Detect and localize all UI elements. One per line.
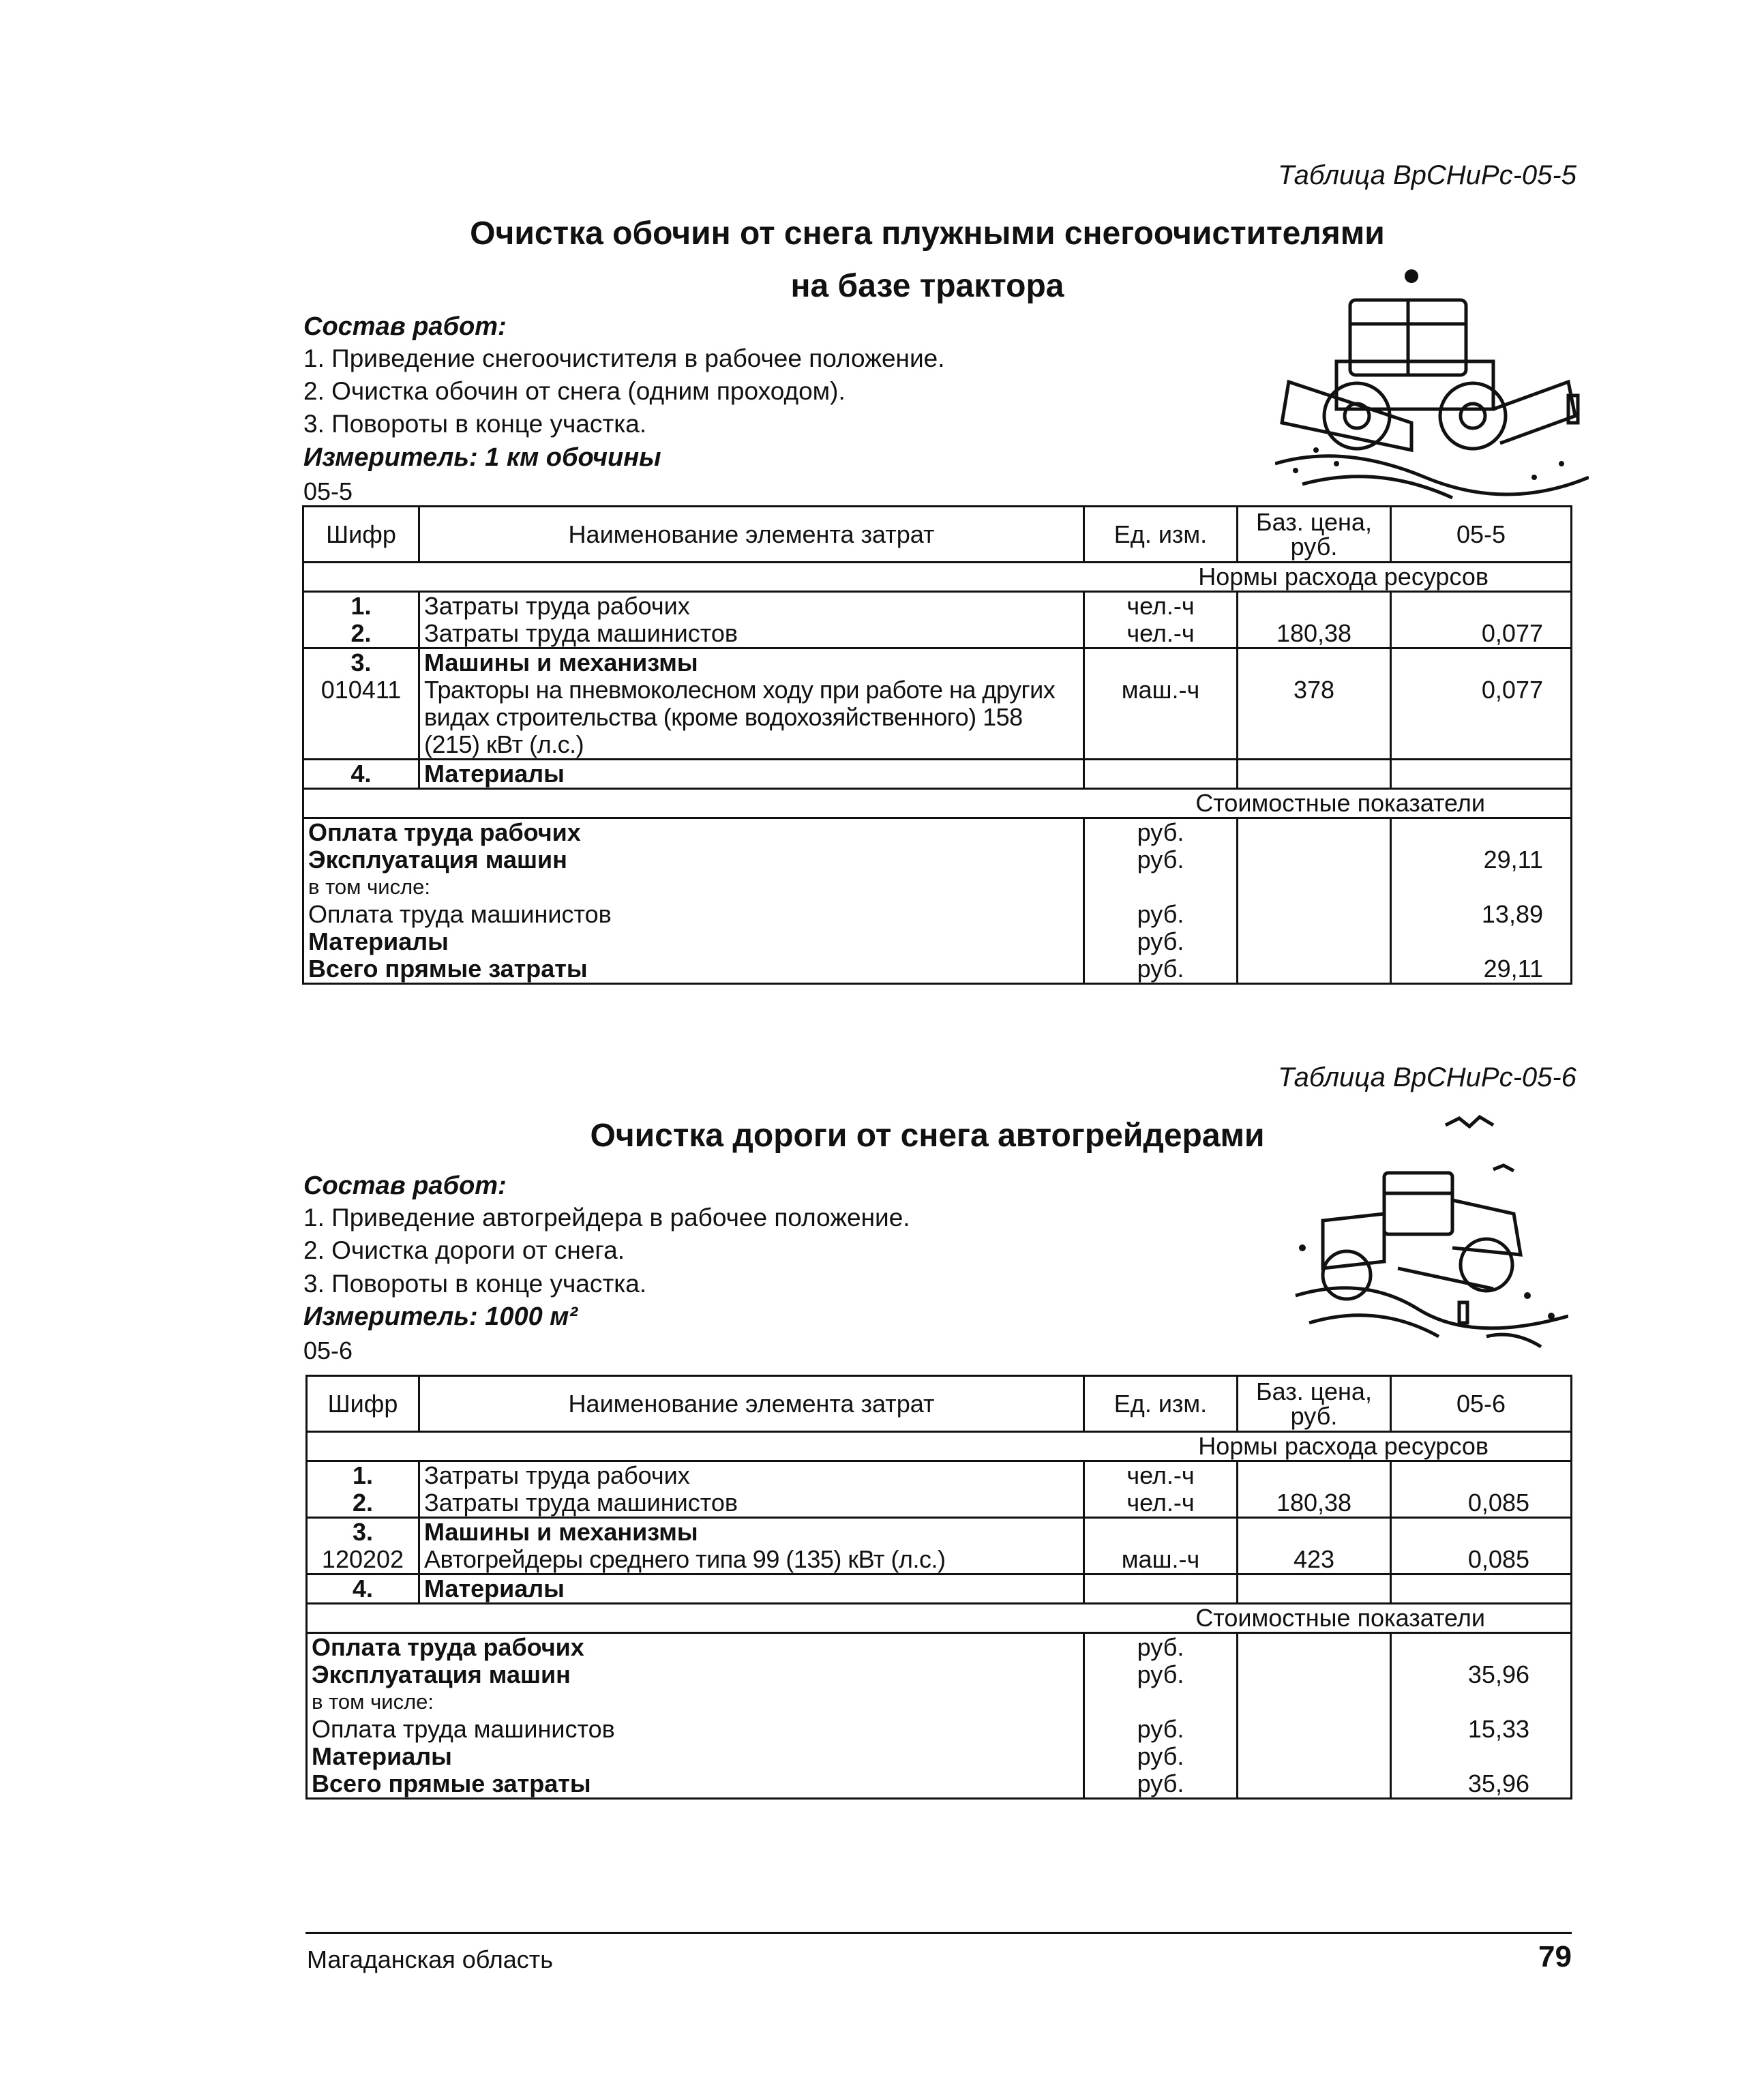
row-value: [1391, 1461, 1572, 1490]
row-cipher: 2.: [303, 620, 419, 648]
row-unit: [1084, 648, 1238, 677]
work-step: 2. Очистка обочин от снега (одним проходом).: [303, 377, 846, 405]
table-header-row: [307, 1376, 1572, 1432]
row-cipher: 1.: [303, 592, 419, 621]
header-name: Наименование элемента затрат: [419, 507, 1084, 563]
cost-unit: [1084, 1688, 1238, 1716]
cost-unit: руб.: [1084, 818, 1238, 847]
work-step: 3. Повороты в конце участка.: [303, 410, 647, 438]
cost-unit: руб.: [1084, 1633, 1238, 1662]
row-name: Материалы: [419, 760, 1084, 789]
cost-unit: руб.: [1084, 955, 1238, 984]
row-name: Затраты труда рабочих: [419, 1461, 1084, 1490]
row-value: [1391, 1518, 1572, 1547]
title-line: Очистка обочин от снега плужными снегоочистителями: [470, 215, 1385, 252]
row-name: Машины и механизмы: [419, 1518, 1084, 1547]
row-name: Тракторы на пневмоколесном ходу при работе на других видах строительства (кроме водохозяйственного) 158 (215) кВт (л.с.): [419, 676, 1084, 760]
cost-row: [303, 846, 1572, 874]
row-unit: [1084, 1518, 1238, 1547]
row-unit: [1084, 760, 1238, 789]
header-cipher: Шифр: [307, 1376, 419, 1432]
cost-row: [307, 1716, 1572, 1743]
row-value: [1391, 592, 1572, 621]
table-code: 05-6: [303, 1337, 353, 1364]
cost-row: [307, 1688, 1572, 1716]
motor-grader-illustration: [1282, 1111, 1568, 1357]
header-unit: Ед. изм.: [1084, 507, 1238, 563]
cost-name: в том числе:: [307, 1688, 1084, 1716]
row-cipher: 2.: [307, 1489, 419, 1518]
norms-heading: Нормы расхода ресурсов: [303, 563, 1572, 592]
row-unit: чел.-ч: [1084, 620, 1238, 648]
row-price: [1238, 760, 1391, 789]
table-row: [307, 1518, 1572, 1547]
cost-value: 29,11: [1391, 846, 1572, 874]
cost-row: [307, 1770, 1572, 1799]
cost-value: [1391, 928, 1572, 955]
row-price: [1238, 1574, 1391, 1604]
row-name: Материалы: [419, 1574, 1084, 1604]
header-unit: Ед. изм.: [1084, 1376, 1238, 1432]
cost-row: [307, 1661, 1572, 1688]
cost-value: 13,89: [1391, 901, 1572, 928]
cost-unit: руб.: [1084, 1743, 1238, 1770]
work-heading: Состав работ:: [303, 312, 507, 341]
row-cipher: 1.: [307, 1461, 419, 1490]
work-step: 1. Приведение снегоочистителя в рабочее положение.: [303, 344, 945, 372]
cost-unit: руб.: [1084, 1716, 1238, 1743]
table-code: 05-5: [303, 477, 353, 505]
cost-value: [1391, 874, 1572, 901]
header-cipher: Шифр: [303, 507, 419, 563]
work-step: 3. Повороты в конце участка.: [303, 1270, 647, 1298]
cost-row: [303, 874, 1572, 901]
row-price: 180,38: [1238, 1489, 1391, 1518]
cost-heading: Стоимостные показатели: [303, 789, 1572, 818]
header-name: Наименование элемента затрат: [419, 1376, 1084, 1432]
section-row: [303, 789, 1572, 818]
row-price: [1238, 1518, 1391, 1547]
row-cipher: 4.: [307, 1574, 419, 1604]
section-row: [303, 563, 1572, 592]
title-line: Очистка дороги от снега автогрейдерами: [590, 1118, 1265, 1154]
table-row: [303, 592, 1572, 621]
measure-unit: Измеритель: 1 км обочины: [303, 443, 661, 472]
cost-unit: руб.: [1084, 846, 1238, 874]
cost-value: [1391, 1688, 1572, 1716]
cost-unit: [1084, 874, 1238, 901]
row-value: 0,085: [1391, 1546, 1572, 1574]
cost-value: [1391, 1743, 1572, 1770]
row-price: 378: [1238, 676, 1391, 760]
table-header-row: [303, 507, 1572, 563]
cost-name: Эксплуатация машин: [307, 1661, 1084, 1688]
header-column-code: 05-6: [1391, 1376, 1572, 1432]
measure-unit: Измеритель: 1000 м²: [303, 1302, 578, 1331]
cost-name: Материалы: [307, 1743, 1084, 1770]
tractor-snowplow-illustration: [1275, 259, 1589, 505]
table-label: Таблица ВрСНиРс-05-6: [1278, 1062, 1576, 1092]
section-row: [307, 1432, 1572, 1461]
norms-table: [302, 505, 1572, 985]
row-name: Затраты труда рабочих: [419, 592, 1084, 621]
cost-row: [303, 928, 1572, 955]
row-name: Автогрейдеры среднего типа 99 (135) кВт (л.с.): [419, 1546, 1084, 1574]
cost-value: 35,96: [1391, 1770, 1572, 1799]
table-row: [307, 1461, 1572, 1490]
cost-unit: руб.: [1084, 1661, 1238, 1688]
cost-name: Эксплуатация машин: [303, 846, 1084, 874]
cost-name: Оплата труда рабочих: [303, 818, 1084, 847]
row-price: [1238, 592, 1391, 621]
cost-row: [303, 955, 1572, 984]
cost-heading: Стоимостные показатели: [307, 1604, 1572, 1633]
cost-unit: руб.: [1084, 1770, 1238, 1799]
table-row: [303, 620, 1572, 648]
table-row: [307, 1546, 1572, 1574]
norms-heading: Нормы расхода ресурсов: [307, 1432, 1572, 1461]
row-unit: [1084, 1574, 1238, 1604]
row-value: [1391, 1574, 1572, 1604]
row-name: Машины и механизмы: [419, 648, 1084, 677]
cost-name: Оплата труда рабочих: [307, 1633, 1084, 1662]
footer-divider: [305, 1932, 1572, 1934]
cost-value: 15,33: [1391, 1716, 1572, 1743]
title-line: на базе трактора: [790, 267, 1064, 304]
table-label: Таблица ВрСНиРс-05-5: [1278, 160, 1576, 190]
work-heading: Состав работ:: [303, 1171, 507, 1200]
table-row: [307, 1489, 1572, 1518]
header-column-code: 05-5: [1391, 507, 1572, 563]
cost-value: 29,11: [1391, 955, 1572, 984]
row-value: 0,077: [1391, 620, 1572, 648]
table-row: [303, 676, 1572, 760]
table-row: [303, 760, 1572, 789]
section-row: [307, 1604, 1572, 1633]
work-step: 1. Приведение автогрейдера в рабочее положение.: [303, 1204, 910, 1231]
work-step: 2. Очистка дороги от снега.: [303, 1236, 625, 1264]
cost-row: [303, 901, 1572, 928]
cost-unit: руб.: [1084, 901, 1238, 928]
row-unit: чел.-ч: [1084, 1489, 1238, 1518]
row-cipher: 3.: [307, 1518, 419, 1547]
cost-name: в том числе:: [303, 874, 1084, 901]
header-price: Баз. цена, руб.: [1238, 1376, 1391, 1432]
row-cipher: 120202: [307, 1546, 419, 1574]
cost-row: [307, 1633, 1572, 1662]
page-number: 79: [1538, 1940, 1572, 1973]
row-unit: чел.-ч: [1084, 592, 1238, 621]
row-value: [1391, 648, 1572, 677]
row-unit: маш.-ч: [1084, 676, 1238, 760]
cost-unit: руб.: [1084, 928, 1238, 955]
cost-value: [1391, 1633, 1572, 1662]
cost-name: Всего прямые затраты: [307, 1770, 1084, 1799]
row-cipher: 4.: [303, 760, 419, 789]
cost-name: Оплата труда машинистов: [303, 901, 1084, 928]
footer-region: Магаданская область: [307, 1945, 554, 1973]
cost-name: Всего прямые затраты: [303, 955, 1084, 984]
row-value: 0,085: [1391, 1489, 1572, 1518]
row-price: 423: [1238, 1546, 1391, 1574]
row-price: [1238, 1461, 1391, 1490]
norms-table: [305, 1375, 1572, 1800]
table-row: [303, 648, 1572, 677]
cost-value: [1391, 818, 1572, 847]
row-name: Затраты труда машинистов: [419, 620, 1084, 648]
cost-value: 35,96: [1391, 1661, 1572, 1688]
cost-name: Материалы: [303, 928, 1084, 955]
table-row: [307, 1574, 1572, 1604]
row-price: 180,38: [1238, 620, 1391, 648]
row-name: Затраты труда машинистов: [419, 1489, 1084, 1518]
row-price: [1238, 648, 1391, 677]
row-value: [1391, 760, 1572, 789]
cost-row: [307, 1743, 1572, 1770]
row-unit: маш.-ч: [1084, 1546, 1238, 1574]
cost-name: Оплата труда машинистов: [307, 1716, 1084, 1743]
row-cipher: 3.: [303, 648, 419, 677]
row-cipher: 010411: [303, 676, 419, 760]
header-price: Баз. цена, руб.: [1238, 507, 1391, 563]
row-value: 0,077: [1391, 676, 1572, 760]
row-unit: чел.-ч: [1084, 1461, 1238, 1490]
cost-row: [303, 818, 1572, 847]
